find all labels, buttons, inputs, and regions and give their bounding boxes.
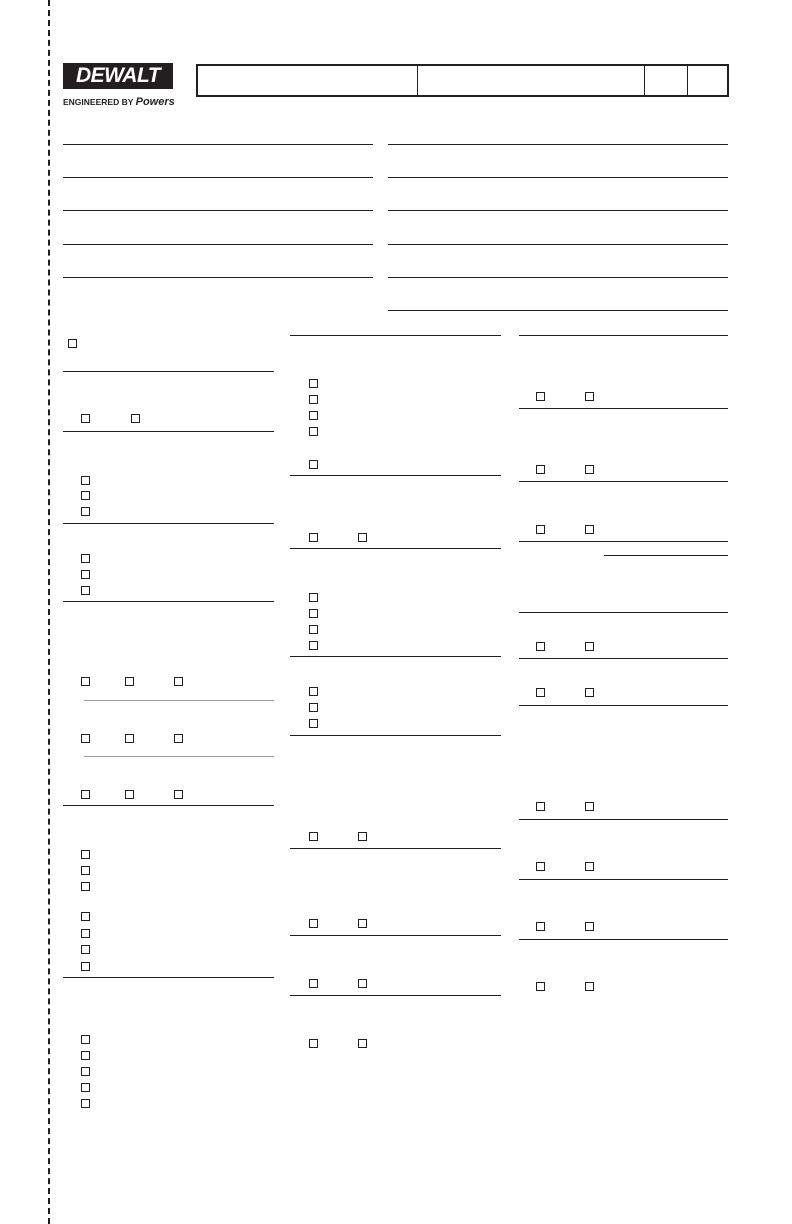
checkbox[interactable]	[585, 392, 594, 401]
form-rule-line	[290, 335, 501, 336]
form-rule-line	[519, 408, 728, 409]
checkbox[interactable]	[309, 379, 318, 388]
checkbox[interactable]	[309, 703, 318, 712]
logo-tagline	[63, 95, 175, 109]
checkbox[interactable]	[81, 962, 90, 971]
checkbox[interactable]	[585, 642, 594, 651]
form-rule-line	[63, 371, 274, 372]
checkbox[interactable]	[174, 677, 183, 686]
checkbox[interactable]	[309, 460, 318, 469]
checkbox[interactable]	[358, 1039, 367, 1048]
form-rule-line	[519, 612, 728, 613]
checkbox[interactable]	[81, 1051, 90, 1060]
form-rule-line	[63, 431, 274, 432]
form-rule-line	[290, 475, 501, 476]
checkbox[interactable]	[81, 734, 90, 743]
checkbox[interactable]	[309, 625, 318, 634]
form-rule-line	[63, 244, 373, 245]
checkbox[interactable]	[309, 641, 318, 650]
checkbox[interactable]	[81, 866, 90, 875]
checkbox[interactable]	[81, 790, 90, 799]
checkbox[interactable]	[309, 719, 318, 728]
form-rule-line	[604, 555, 728, 556]
checkbox[interactable]	[358, 832, 367, 841]
form-rule-line	[63, 977, 274, 978]
checkbox[interactable]	[536, 525, 545, 534]
form-rule-line	[388, 210, 728, 211]
form-rule-line	[290, 548, 501, 549]
checkbox[interactable]	[309, 411, 318, 420]
form-rule-line	[63, 523, 274, 524]
checkbox[interactable]	[309, 1039, 318, 1048]
form-rule-line	[519, 541, 728, 542]
form-rule-line	[519, 658, 728, 659]
checkbox[interactable]	[585, 862, 594, 871]
form-rule-line	[84, 756, 274, 757]
form-rule-line	[63, 277, 373, 278]
checkbox[interactable]	[81, 414, 90, 423]
form-rule-line	[290, 848, 501, 849]
checkbox[interactable]	[174, 734, 183, 743]
form-rule-line	[519, 879, 728, 880]
checkbox[interactable]	[585, 688, 594, 697]
header-field-4[interactable]	[687, 66, 727, 95]
checkbox[interactable]	[125, 790, 134, 799]
checkbox[interactable]	[536, 392, 545, 401]
form-rule-line	[388, 177, 728, 178]
form-rule-line	[519, 819, 728, 820]
checkbox[interactable]	[81, 507, 90, 516]
checkbox[interactable]	[309, 593, 318, 602]
header-field-2[interactable]	[417, 66, 645, 95]
cut-line	[48, 0, 50, 1224]
checkbox[interactable]	[81, 491, 90, 500]
checkbox[interactable]	[536, 802, 545, 811]
checkbox[interactable]	[585, 525, 594, 534]
form-rule-line	[63, 210, 373, 211]
checkbox[interactable]	[309, 979, 318, 988]
checkbox[interactable]	[68, 339, 77, 348]
form-rule-line	[290, 935, 501, 936]
form-rule-line	[63, 177, 373, 178]
checkbox[interactable]	[174, 790, 183, 799]
checkbox[interactable]	[81, 570, 90, 579]
checkbox[interactable]	[309, 919, 318, 928]
checkbox[interactable]	[81, 945, 90, 954]
form-rule-line	[388, 244, 728, 245]
tagline-brand: Powers	[135, 96, 175, 108]
checkbox[interactable]	[358, 979, 367, 988]
checkbox[interactable]	[585, 982, 594, 991]
checkbox[interactable]	[536, 862, 545, 871]
checkbox[interactable]	[536, 688, 545, 697]
checkbox[interactable]	[358, 919, 367, 928]
checkbox[interactable]	[358, 533, 367, 542]
checkbox[interactable]	[81, 677, 90, 686]
checkbox[interactable]	[309, 427, 318, 436]
header-field-3[interactable]	[644, 66, 688, 95]
checkbox[interactable]	[81, 882, 90, 891]
checkbox[interactable]	[81, 929, 90, 938]
checkbox[interactable]	[536, 465, 545, 474]
checkbox[interactable]	[125, 734, 134, 743]
form-rule-line	[290, 656, 501, 657]
checkbox[interactable]	[585, 922, 594, 931]
checkbox[interactable]	[81, 1067, 90, 1076]
checkbox[interactable]	[81, 554, 90, 563]
form-rule-line	[388, 144, 728, 145]
checkbox[interactable]	[309, 832, 318, 841]
checkbox[interactable]	[585, 802, 594, 811]
tagline-prefix: ENGINEERED BY	[63, 97, 134, 107]
form-rule-line	[519, 939, 728, 940]
checkbox[interactable]	[81, 586, 90, 595]
checkbox[interactable]	[536, 922, 545, 931]
form-rule-line	[290, 735, 501, 736]
logo-wordmark: DEWALT	[75, 64, 161, 87]
checkbox[interactable]	[125, 677, 134, 686]
checkbox[interactable]	[81, 476, 90, 485]
form-rule-line	[63, 601, 274, 602]
form-rule-line	[519, 335, 728, 336]
checkbox[interactable]	[309, 395, 318, 404]
checkbox[interactable]	[309, 533, 318, 542]
checkbox[interactable]	[585, 465, 594, 474]
checkbox[interactable]	[81, 1083, 90, 1092]
form-rule-line	[519, 481, 728, 482]
checkbox[interactable]	[536, 642, 545, 651]
checkbox[interactable]	[309, 609, 318, 618]
checkbox[interactable]	[536, 982, 545, 991]
form-rule-line	[290, 995, 501, 996]
header-field-1[interactable]	[198, 66, 418, 95]
checkbox[interactable]	[81, 1099, 90, 1108]
form-rule-line	[63, 805, 274, 806]
checkbox[interactable]	[81, 912, 90, 921]
header-table	[196, 64, 729, 97]
checkbox[interactable]	[309, 687, 318, 696]
checkbox[interactable]	[131, 414, 140, 423]
form-rule-line	[519, 705, 728, 706]
dewalt-logo	[63, 63, 173, 89]
checkbox[interactable]	[81, 1035, 90, 1044]
form-rule-line	[63, 144, 373, 145]
checkbox[interactable]	[81, 850, 90, 859]
form-rule-line	[388, 277, 728, 278]
form-rule-line	[84, 700, 274, 701]
form-rule-line	[388, 310, 728, 311]
